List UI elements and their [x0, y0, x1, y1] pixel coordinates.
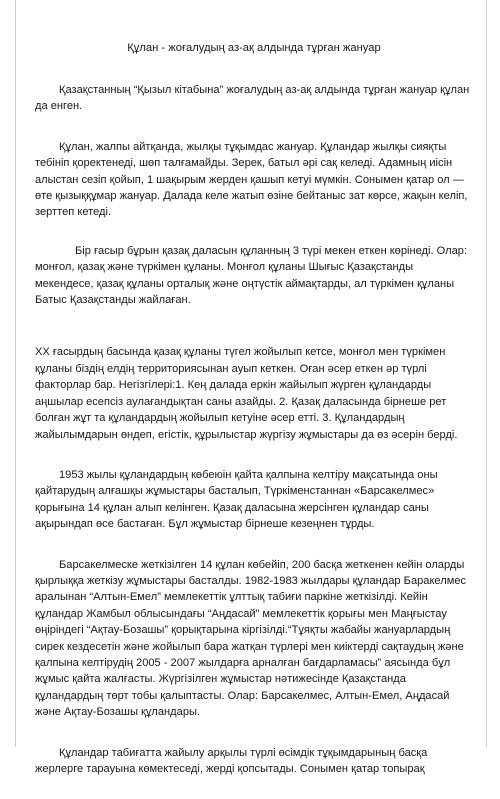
paragraph-extinction-causes: XX ғасырдың басында қазақ құланы түгел жойылып кетсе, монғол мен түркімен құланы біздің елдің территориясынан ауып кеткен. Оған әсер еткен әр түрлі факторлар бар. Негізгілері:1. Кең далада еркін жайылып жүрген құландарды аңшылар есепсіз аулағандықтан саны азайды. 2. Қазақ даласында бірнеше рет болған жұт та құландардың жойылып кетуіне әсер етті. 3. Құландардың жайылымдарын өндеп, егістік, құрылыстар жүргізу жұмыстары да өз әсерін берді. — [35, 346, 458, 441]
document-body — [35, 40, 473, 799]
document-title: Құлан - жоғалудың аз-ақ алдында тұрған жануар — [127, 42, 381, 54]
paragraph-species: Бір ғасыр бұрын қазақ даласын құланның 3 түрі мекен еткен көрінеді. Олар: монғол, қазақ және түркімен құланы. Монғол құланы Шығыс Қазақстанды мекендесе, қазақ құланы орталық және оңтүстік аймақтарды, ал түркімен құланы Батыс Қазақстанды жайлаған. — [35, 244, 468, 307]
paragraph-ecology: Құландар табиғатта жайылу арқылы түрлі өсімдік тұқымдарының басқа жерлерге тарауына көмектеседі, жерді қопсытады. Сонымен қатар топырақ — [35, 746, 428, 775]
right-margin-line — [486, 0, 487, 747]
paragraph-red-book: Қазақстанның “Қызыл кітабына” жоғалудың аз-ақ алдында тұрған жануар құлан да енген. — [35, 84, 470, 113]
paragraph-description: Құлан, жалпы айтқанда, жылқы тұқымдас жануар. Құландар жылқы сияқты тебініп қоректенеді, шөп талғамайды. Зерек, батыл әрі сақ келеді. Адамның иісін алыстан сезіп қойып, 1 шақырым жерден қашып кетуі мүмкін. Сонымен қатар ол — өте қызыққұмар жануар. Далада келе жатып өзіне бейтаныс зат көрсе, жақын келіп, зерттеп кетеді. — [35, 140, 468, 219]
paragraph-1953-restoration: 1953 жылы құландардың көбеюін қайта қалпына келтіру мақсатында оны қайтарудың алғашқы жұмыстары басталып, Түркіменстаннан «Барсакелмес» қорығына 14 құлан алып келінген. Қазақ даласына жерсінген құландар саны ақырындап өсе бастаған. Бұл жұмыстар бірнеше кезеңнен тұрды. — [35, 468, 438, 531]
left-margin-line — [15, 0, 16, 747]
paragraph-reintroduction: Барсакелмеске жеткізілген 14 құлан көбейіп, 200 басқа жеткенен кейін оларды қырлыққа жеткізу жұмыстары басталды. 1982-1983 жылдары құландар Баракелмес аралынан “Алтын-Емел” мемлекеттік ұлттық табиғи паркіне жеткізілді. Кейін құландар Жамбыл облысындағы “Аңдасай” мемлекеттік қорығы мен Маңғыстау өңіріндегі “Ақтау-Бозашы” қорықтарына кіргізілді.“Тұяқты жабайы жануарлардың сирек кездесетін және жойылып бара жатқан түрлері мен киіктерді сақтаудың және қалпына келтірудің 2005 - 2007 жылдарға арналған бағдарламасы” аясында бұл жұмыс қайта жалғасты. Жүргізілген жұмыстар нәтижесінде Қазақстанда құландардың төрт тобы қалыптасты. Олар: Барсакелмес, Алтын-Емел, Аңдасай және Ақтау-Бозашы құландары. — [35, 558, 467, 719]
